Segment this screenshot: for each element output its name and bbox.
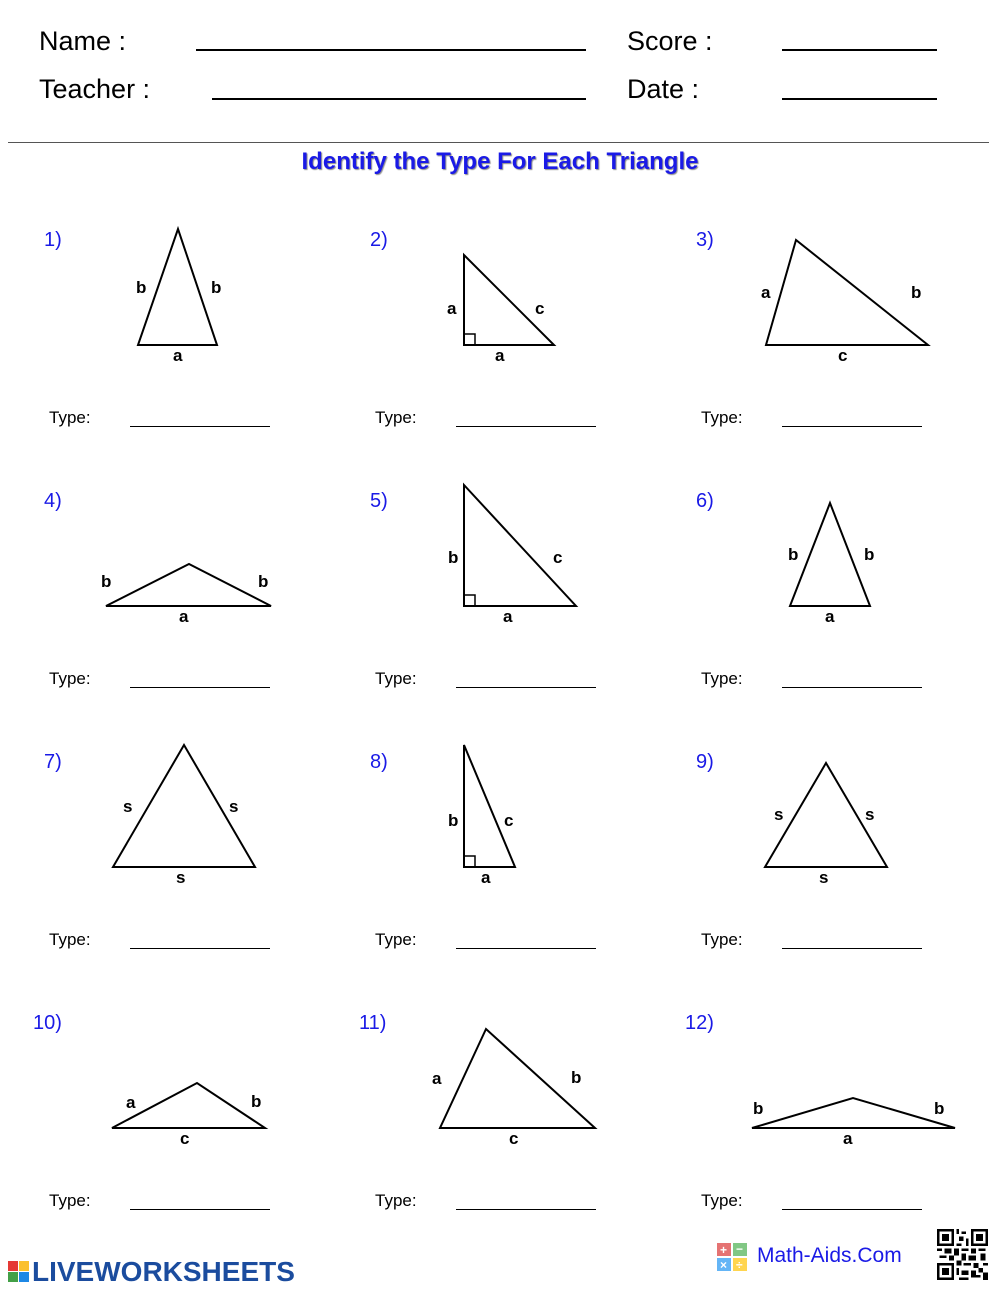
side-label: c (553, 548, 563, 567)
side-label: a (126, 1093, 136, 1112)
right-angle-marker (464, 856, 475, 867)
right-angle-marker (464, 595, 475, 606)
problem-number: 11) (359, 1012, 387, 1034)
triangle-5 (464, 485, 576, 606)
side-label: b (448, 548, 459, 567)
side-label: b (911, 283, 922, 302)
triangle-6 (790, 503, 870, 606)
problem-number: 9) (696, 751, 714, 773)
score-label: Score : (627, 26, 713, 56)
side-label: a (447, 299, 457, 318)
problem-number: 12) (685, 1012, 714, 1034)
triangle-4 (106, 564, 271, 606)
side-label: a (843, 1129, 853, 1148)
math-aids-link[interactable]: Math-Aids.Com (757, 1244, 902, 1267)
triangle-1 (138, 229, 217, 345)
type-label: Type: (701, 1191, 743, 1210)
type-label: Type: (701, 930, 743, 949)
type-label: Type: (49, 408, 91, 427)
side-label: b (934, 1099, 945, 1118)
qr-code-icon (937, 1229, 988, 1280)
side-label: c (509, 1129, 519, 1148)
type-label: Type: (49, 930, 91, 949)
side-label: b (136, 278, 147, 297)
svg-text:−: − (736, 1242, 744, 1256)
triangle-3 (766, 240, 928, 345)
type-label: Type: (701, 408, 743, 427)
date-label: Date : (627, 74, 700, 104)
right-angle-marker (464, 334, 475, 345)
side-label: a (432, 1069, 442, 1088)
side-label: s (774, 805, 784, 824)
math-aids-logo-icon (716, 1242, 748, 1272)
side-label: b (448, 811, 459, 830)
side-label: a (481, 868, 491, 887)
worksheet-title: Identify the Type For Each Triangle (301, 148, 699, 175)
teacher-label: Teacher : (39, 74, 151, 104)
side-label: s (819, 868, 829, 887)
triangle-8 (464, 745, 515, 867)
problem-number: 2) (370, 229, 388, 251)
side-label: b (753, 1099, 764, 1118)
type-label: Type: (701, 669, 743, 688)
side-label: c (535, 299, 545, 318)
problem-number: 10) (33, 1012, 62, 1034)
svg-text:÷: ÷ (736, 1258, 743, 1272)
side-label: a (495, 346, 505, 365)
problem-number: 7) (44, 751, 62, 773)
side-label: a (503, 607, 513, 626)
side-label: b (101, 572, 112, 591)
problem-number: 6) (696, 490, 714, 512)
liveworksheets-logo-icon (8, 1258, 30, 1290)
problem-number: 3) (696, 229, 714, 251)
liveworksheets-wordmark: LIVEWORKSHEETS (32, 1256, 295, 1287)
side-label: b (251, 1092, 262, 1111)
type-label: Type: (375, 408, 417, 427)
side-label: b (571, 1068, 582, 1087)
problem-number: 8) (370, 751, 388, 773)
problem-number: 5) (370, 490, 388, 512)
problem-number: 4) (44, 490, 62, 512)
side-label: c (838, 346, 848, 365)
type-label: Type: (375, 669, 417, 688)
side-label: b (211, 278, 222, 297)
side-label: c (504, 811, 514, 830)
name-label: Name : (39, 26, 127, 56)
type-label: Type: (375, 1191, 417, 1210)
side-label: b (864, 545, 875, 564)
side-label: a (173, 346, 183, 365)
svg-text:×: × (720, 1258, 728, 1272)
side-label: s (865, 805, 875, 824)
side-label: a (761, 283, 771, 302)
side-label: s (123, 797, 133, 816)
side-label: a (179, 607, 189, 626)
svg-text:+: + (720, 1243, 728, 1257)
side-label: s (229, 797, 239, 816)
side-label: s (176, 868, 186, 887)
side-label: c (180, 1129, 190, 1148)
side-label: a (825, 607, 835, 626)
type-label: Type: (49, 1191, 91, 1210)
problem-number: 1) (44, 229, 62, 251)
side-label: b (788, 545, 799, 564)
triangle-12 (752, 1098, 955, 1128)
side-label: b (258, 572, 269, 591)
liveworksheets-logo[interactable] (8, 1256, 295, 1290)
type-label: Type: (49, 669, 91, 688)
type-label: Type: (375, 930, 417, 949)
